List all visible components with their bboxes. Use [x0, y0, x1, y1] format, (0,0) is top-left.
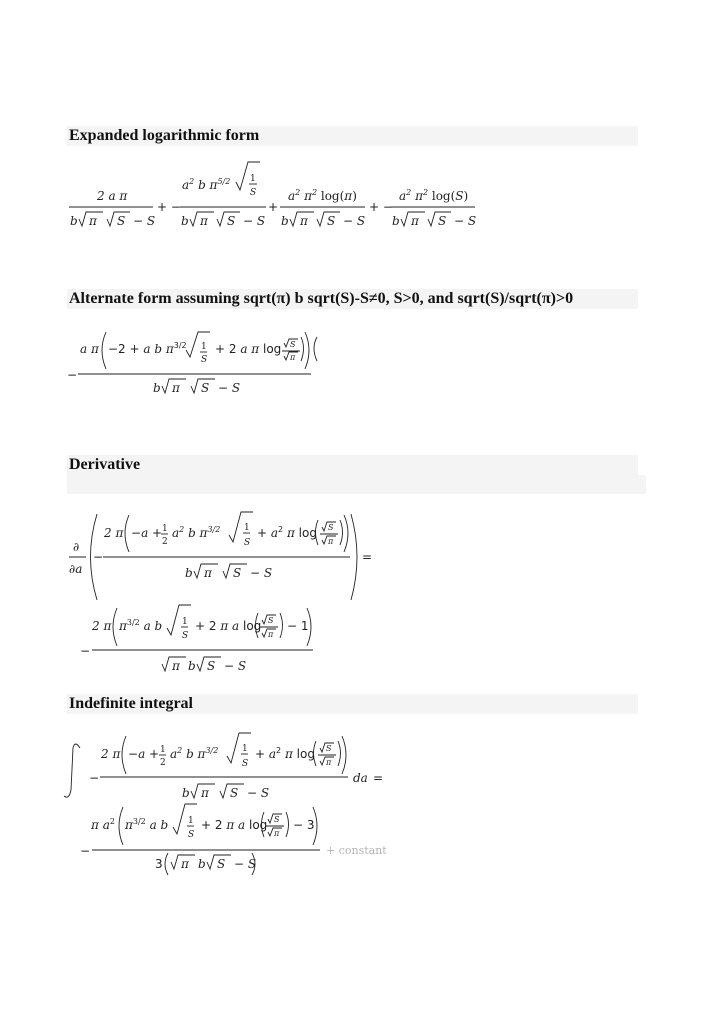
- svg-text:S: S: [438, 214, 447, 228]
- svg-text:b: b: [153, 381, 161, 395]
- svg-text:−: −: [93, 550, 104, 564]
- svg-text:+ 2 π a log: + 2 π a log: [201, 818, 268, 832]
- svg-text:− S: − S: [343, 214, 366, 228]
- svg-text:b: b: [281, 214, 289, 228]
- svg-text:1: 1: [160, 745, 166, 755]
- svg-text:−: −: [80, 844, 91, 858]
- svg-text:2 a π: 2 a π: [97, 189, 128, 203]
- svg-text:S: S: [268, 616, 274, 625]
- svg-text:1: 1: [244, 523, 250, 533]
- svg-text:a2 b π3/2: $a^2$ b $\pi^{3/2}$: [172, 525, 221, 540]
- svg-text:S: S: [201, 355, 208, 365]
- svg-text:π: π: [200, 214, 208, 228]
- svg-text:a2 b π3/2: $a^2$ b $\pi^{3/2}$: [170, 746, 219, 761]
- svg-text:− S: − S: [224, 659, 247, 673]
- svg-text:b: b: [185, 566, 193, 580]
- svg-text:S: S: [230, 786, 239, 800]
- svg-text:S: S: [217, 857, 226, 871]
- svg-text:S: S: [227, 214, 236, 228]
- svg-text:− S: − S: [243, 214, 266, 228]
- svg-text:π: π: [300, 214, 308, 228]
- svg-text:+ 2 a π log: + 2 a π log: [215, 342, 282, 356]
- svg-text:− S: − S: [234, 857, 257, 871]
- svg-text:b: b: [70, 214, 78, 228]
- svg-text:a π: a π: [80, 342, 99, 356]
- svg-text:S: S: [188, 830, 195, 840]
- svg-text:b: b: [188, 659, 196, 673]
- svg-text:π: π: [290, 353, 296, 362]
- svg-text:S: S: [244, 538, 251, 548]
- svg-text:−: −: [80, 644, 91, 658]
- svg-text:∂a: ∂a: [69, 562, 83, 576]
- svg-text:π: π: [326, 758, 332, 767]
- svg-text:S: S: [233, 566, 242, 580]
- svg-text:3: 3: [155, 857, 163, 871]
- svg-text:S: S: [274, 815, 280, 824]
- svg-text:S: S: [250, 188, 257, 198]
- svg-text:− S: − S: [454, 214, 477, 228]
- svg-text:π: π: [181, 857, 189, 871]
- svg-text:b: b: [198, 857, 206, 871]
- svg-text:S: S: [327, 214, 336, 228]
- section-title-derivative: Derivative: [67, 455, 638, 475]
- svg-text:S: S: [326, 744, 332, 753]
- svg-text:a2 b π5/2: $a^2$ b $\pi^{5/2}$: [182, 177, 231, 192]
- svg-text:+ −: + −: [369, 200, 393, 214]
- svg-text:π: π: [268, 630, 274, 639]
- svg-text:=: =: [362, 550, 373, 564]
- svg-text:1: 1: [250, 174, 256, 184]
- section-title-expanded-form: Expanded logarithmic form: [67, 126, 638, 146]
- svg-text:π3/2 a b: $\pi^{3/2}$ a b: [119, 618, 163, 633]
- svg-text:S: S: [201, 381, 210, 395]
- svg-text:π: π: [172, 659, 180, 673]
- svg-text:+ −: + −: [157, 200, 181, 214]
- svg-text:b: b: [392, 214, 400, 228]
- svg-text:−2 + a b π3/2: −2 + a b $\pi^{3/2}$: [108, 341, 187, 356]
- svg-text:S: S: [182, 631, 189, 641]
- svg-text:π: π: [201, 786, 209, 800]
- svg-text:a2 π2 log(S): $a^2$ $\pi^2$ log(S): [399, 188, 469, 203]
- svg-text:∂: ∂: [73, 540, 80, 554]
- svg-text:1: 1: [188, 816, 194, 826]
- section-title-indefinite-integral: Indefinite integral: [67, 694, 638, 714]
- svg-text:π: π: [274, 829, 280, 838]
- svg-text:2 π: 2 π: [104, 526, 124, 540]
- svg-text:S: S: [290, 340, 296, 349]
- svg-text:1: 1: [242, 744, 248, 754]
- svg-text:− 1: − 1: [287, 619, 309, 633]
- svg-text:b: b: [182, 786, 190, 800]
- svg-text:+: +: [268, 200, 279, 214]
- svg-text:− S: − S: [250, 566, 273, 580]
- svg-text:da: da: [353, 771, 368, 785]
- svg-text:π a2: π $a^2$: [91, 817, 115, 832]
- svg-text:b: b: [181, 214, 189, 228]
- svg-text:2: 2: [162, 537, 168, 547]
- svg-text:− S: − S: [218, 381, 241, 395]
- svg-text:2 π: 2 π: [101, 747, 121, 761]
- svg-text:π: π: [204, 566, 212, 580]
- svg-text:S: S: [207, 659, 216, 673]
- svg-text:− 3: − 3: [293, 818, 315, 832]
- svg-text:a2 π2 log(π): $a^2$ $\pi^2$ log(π): [288, 188, 357, 203]
- svg-text:π: π: [172, 381, 180, 395]
- svg-text:1: 1: [201, 342, 207, 352]
- integration-constant-label: + constant: [326, 844, 387, 857]
- svg-text:+ a2 π log: + $a^2$ π log: [257, 525, 317, 540]
- svg-text:π3/2 a b: $\pi^{3/2}$ a b: [125, 817, 169, 832]
- svg-text:−: −: [89, 771, 100, 785]
- svg-text:+ 2 π a log: + 2 π a log: [195, 619, 262, 633]
- svg-text:π: π: [89, 214, 97, 228]
- svg-text:−: −: [67, 368, 78, 382]
- svg-text:1: 1: [182, 617, 188, 627]
- svg-text:S: S: [328, 523, 334, 532]
- svg-text:2: 2: [160, 758, 166, 768]
- svg-text:1: 1: [162, 524, 168, 534]
- svg-text:+ a2 π log: + $a^2$ π log: [255, 746, 315, 761]
- svg-text:π: π: [411, 214, 419, 228]
- svg-text:S: S: [242, 759, 249, 769]
- svg-text:=: =: [373, 771, 384, 785]
- section-title-alternate-form: Alternate form assuming sqrt(π) b sqrt(S)-S≠0, S>0, and sqrt(S)/sqrt(π)>0: [67, 289, 638, 309]
- svg-text:−a +: −a +: [131, 526, 163, 540]
- svg-text:S: S: [117, 214, 126, 228]
- svg-text:π: π: [328, 537, 334, 546]
- svg-text:− S: − S: [133, 214, 156, 228]
- svg-text:2 π: 2 π: [92, 619, 112, 633]
- svg-text:−a +: −a +: [128, 747, 160, 761]
- svg-text:− S: − S: [247, 786, 270, 800]
